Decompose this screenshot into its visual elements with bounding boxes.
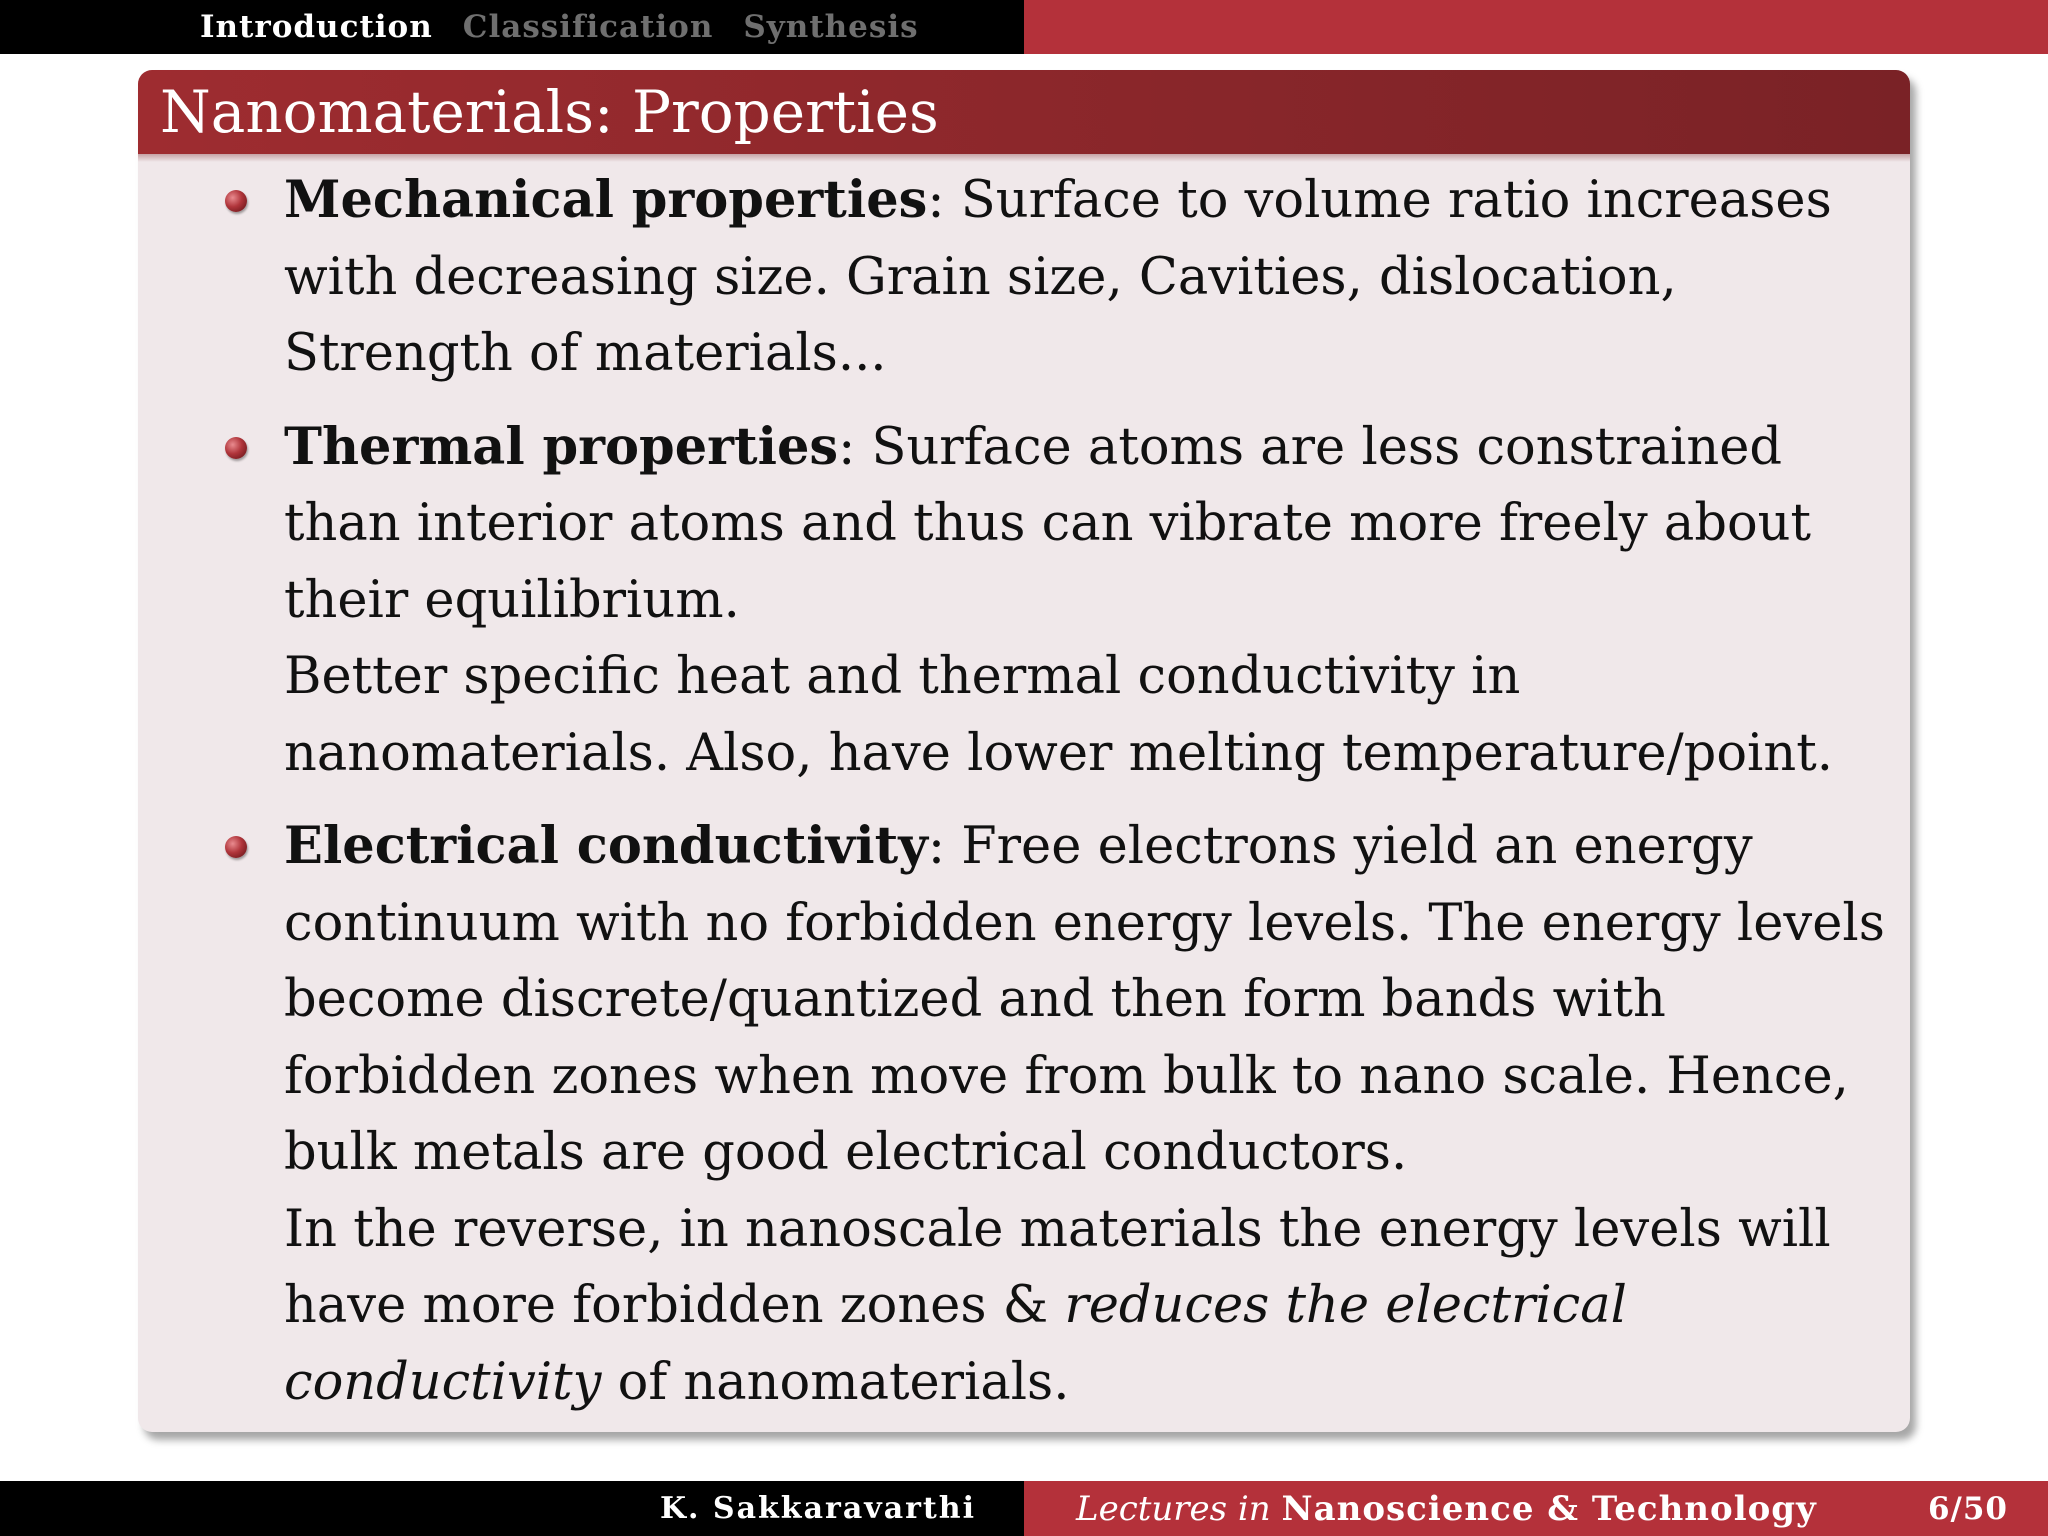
footer-right — [1024, 1481, 2048, 1536]
top-navigation-bar — [0, 0, 2048, 54]
author-name: K. Sakkaravarthi — [659, 1491, 976, 1526]
top-bar-accent — [1024, 0, 2048, 54]
electrical-extra-paragraph — [284, 1192, 1890, 1422]
nav-classification[interactable]: Classification — [462, 9, 714, 45]
mechanical-separator: : — [927, 171, 961, 230]
lecture-prefix: Lectures in — [1076, 1488, 1271, 1529]
electrical-extra-emphasis: reduces the electrical conductivity — [284, 1276, 1627, 1412]
list-item-electrical — [138, 808, 1910, 1421]
thermal-separator: : — [838, 417, 872, 477]
thermal-extra-paragraph: Better specific heat and thermal conductivity in nanomaterials. Also, have lower melting temperature/point. — [284, 647, 1833, 783]
electrical-paragraph — [284, 808, 1890, 1192]
content-block — [138, 70, 1910, 1432]
section-navigation — [0, 0, 1024, 54]
mechanical-text: Surface to volume ratio increases with decreasing size. Grain size, Cavities, dislocation, Strength of materials... — [284, 171, 1832, 383]
footer-bar — [0, 1481, 2048, 1536]
footer-left — [0, 1481, 1024, 1536]
electrical-term: Electrical conductivity — [284, 816, 928, 876]
list-item-mechanical — [138, 162, 1910, 393]
electrical-text: Free electrons yield an energy continuum with no forbidden energy levels. The energy levels become discrete/quantized and then form bands with forbidden zones when move from bulk to nano scale. Hence, bulk metals are good electrical conductors. — [284, 817, 1885, 1182]
lecture-name: Nanoscience & Technology — [1281, 1488, 1817, 1529]
bullet-icon — [225, 437, 247, 459]
electrical-extra-pre: In the reverse, in nanoscale materials the energy levels will have more forbidden zones & — [284, 1199, 1831, 1335]
nav-synthesis[interactable]: Synthesis — [743, 9, 919, 45]
slide-title: Nanomaterials: Properties — [138, 70, 1910, 154]
thermal-term: Thermal properties — [284, 416, 839, 477]
lecture-title — [1076, 1489, 1817, 1529]
title-shadow — [138, 154, 1910, 162]
page-number: 6/50 — [1927, 1490, 2008, 1527]
thermal-text: Surface atoms are less constrained than interior atoms and thus can vibrate more freely about their equilibrium. — [284, 417, 1812, 630]
electrical-extra-post: of nanomaterials. — [601, 1352, 1070, 1412]
mechanical-paragraph — [284, 162, 1890, 393]
list-item-thermal — [138, 409, 1910, 793]
thermal-paragraph — [284, 409, 1890, 640]
property-list — [138, 162, 1910, 1432]
bullet-icon — [225, 190, 247, 212]
electrical-separator: : — [927, 817, 962, 876]
bullet-icon — [225, 836, 247, 858]
nav-introduction[interactable]: Introduction — [200, 9, 433, 45]
mechanical-term: Mechanical properties — [284, 170, 928, 230]
